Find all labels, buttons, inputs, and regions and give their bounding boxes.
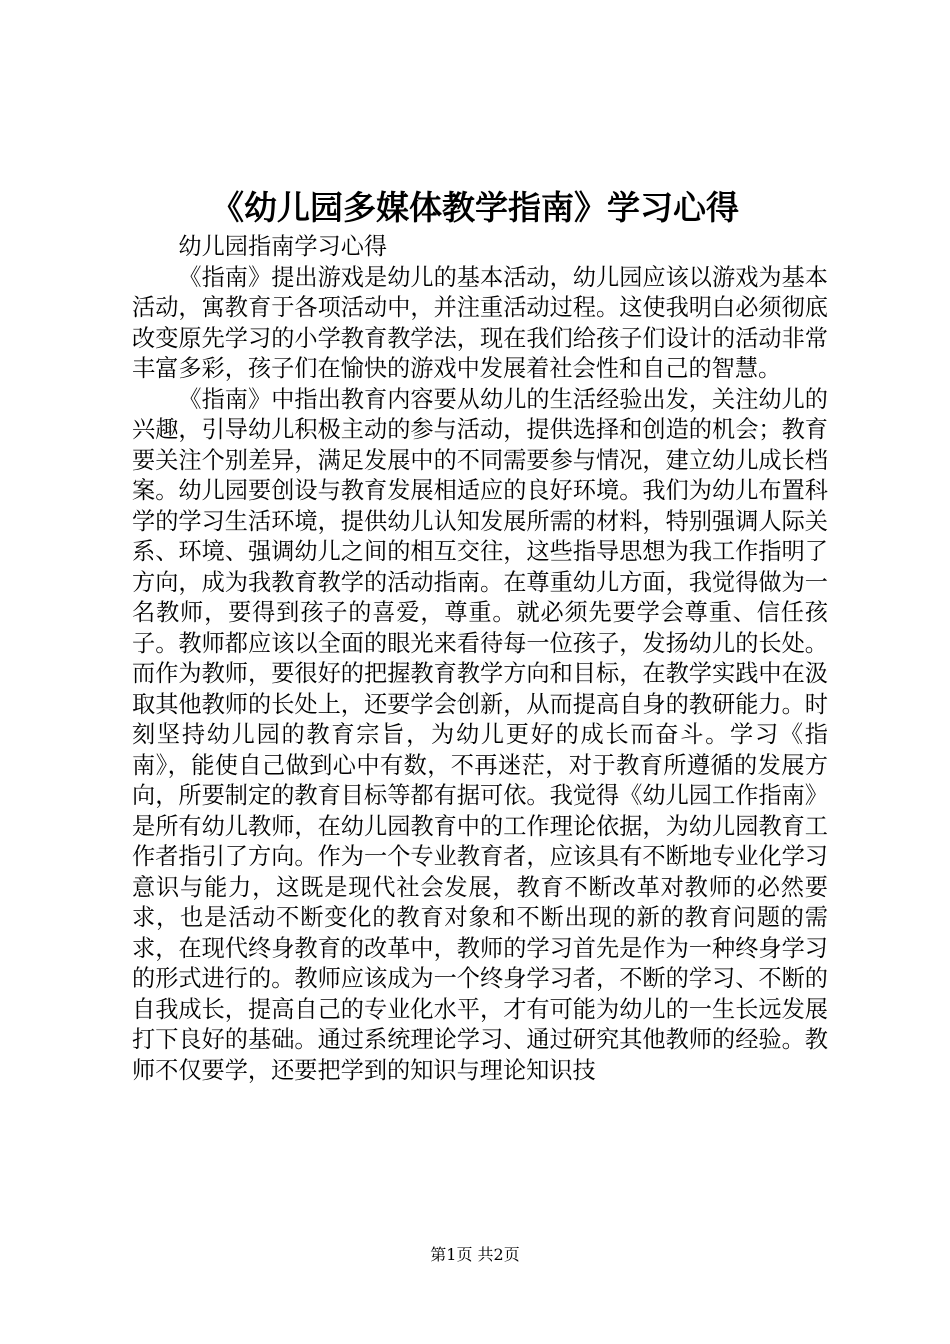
document-title: 《幼儿园多媒体教学指南》学习心得: [211, 188, 739, 227]
document-body: [132, 232, 828, 1086]
page-number-footer: 第1页 共2页: [430, 1245, 520, 1264]
paragraph-2: 《指南》中指出教育内容要从幼儿的生活经验出发，关注幼儿的兴趣，引导幼儿积极主动的参与活动，提供选择和创造的机会；教育要关注个别差异，满足发展中的不同需要参与情况，建立幼儿成长档案。幼儿园要创设与教育发展相适应的良好环境。我们为幼儿布置科学的学习生活环境，提供幼儿认知发展所需的材料，特别强调人际关系、环境、强调幼儿之间的相互交往，这些指导思想为我工作指明了方向，成为我教育教学的活动指南。在尊重幼儿方面，我觉得做为一名教师，要得到孩子的喜爱，尊重。就必须先要学会尊重、信任孩子。教师都应该以全面的眼光来看待每一位孩子，发扬幼儿的长处。而作为教师，要很好的把握教育教学方向和目标，在教学实践中在汲取其他教师的长处上，还要学会创新，从而提高自身的教研能力。时刻坚持幼儿园的教育宗旨，为幼儿更好的成长而奋斗。学习《指南》，能使自己做到心中有数，不再迷茫，对于教育所遵循的发展方向，所要制定的教育目标等都有据可依。我觉得《幼儿园工作指南》是所有幼儿教师，在幼儿园教育中的工作理论依据，为幼儿园教育工作者指引了方向。作为一个专业教育者，应该具有不断地专业化学习意识与能力，这既是现代社会发展，教育不断改革对教师的必然要求，也是活动不断变化的教育对象和不断出现的新的教育问题的需求，在现代终身教育的改革中，教师的学习首先是作为一种终身学习的形式进行的。教师应该成为一个终身学习者，不断的学习、不断的自我成长，提高自己的专业化水平，才有可能为幼儿的一生长远发展打下良好的基础。通过系统理论学习、通过研究其他教师的经验。教师不仅要学，还要把学到的知识与理论知识技: [132, 385, 828, 1084]
paragraph-1: 《指南》提出游戏是幼儿的基本活动，幼儿园应该以游戏为基本活动，寓教育于各项活动中，并注重活动过程。这使我明白必须彻底改变原先学习的小学教育教学法，现在我们给孩子们设计的活动非常丰富多彩，孩子们在愉快的游戏中发展着社会性和自己的智慧。: [132, 263, 828, 382]
document-subtitle: 幼儿园指南学习心得: [178, 233, 388, 260]
